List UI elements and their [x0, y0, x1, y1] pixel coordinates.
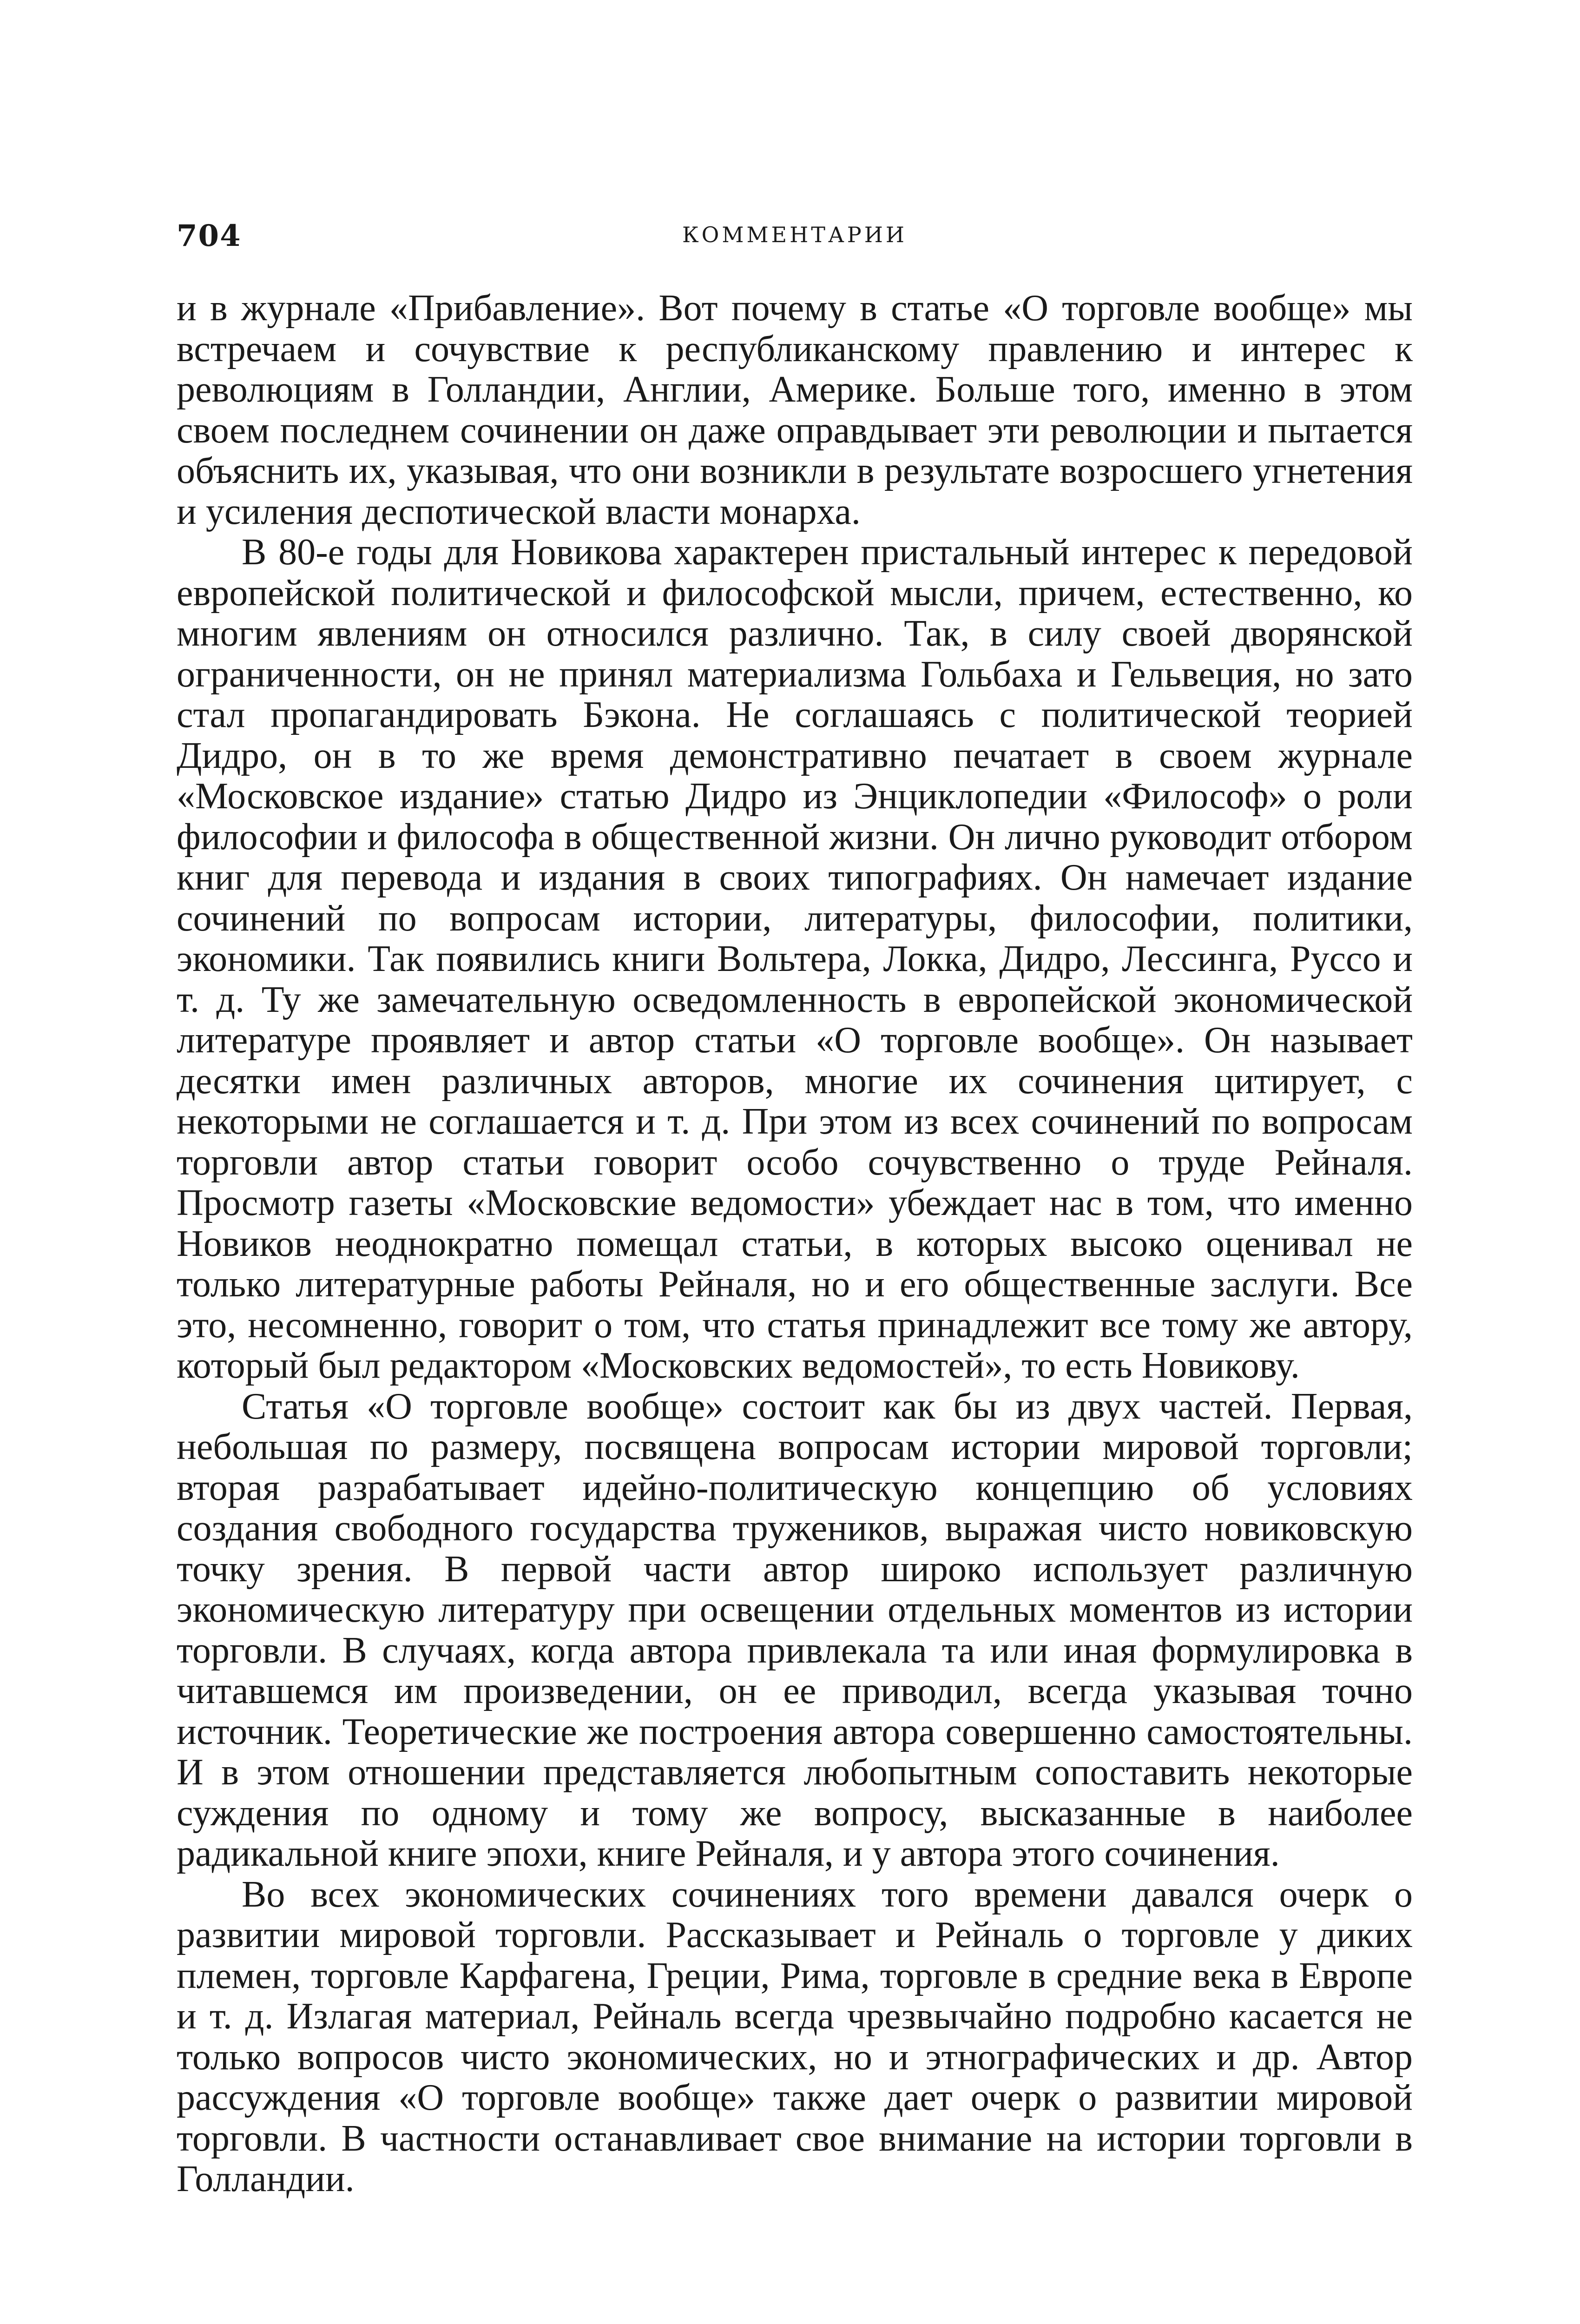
paragraph: Во всех экономических сочинениях того времени давался очерк о развитии мировой торговли. Рассказывает и Рейналь о торговле у диких племен, торговле Карфагена, Греции, Рима, торговле в средние века в Европе и т. д. Излагая материал, Рейналь всегда чрезвычайно подробно касается не только вопросов чисто экономических, но и этнографических и др. Автор рассуждения «О торговле вообще» также дает очерк о развитии мировой торговли. В частности останавливает свое внимание на истории торговли в Голландии. — [177, 1874, 1413, 2199]
section-title: КОММЕНТАРИИ — [682, 222, 907, 247]
page-number: 704 — [177, 218, 242, 253]
paragraph: В 80-е годы для Новикова характерен пристальный интерес к передовой европейской политической и философской мысли, причем, естественно, ко многим явлениям он относился различно. Так, в силу своей дворянской ограниченности, он не принял материализма Гольбаха и Гельвеция, но зато стал пропагандировать Бэкона. Не соглашаясь с политической теорией Дидро, он в то же время демонстративно печатает в своем журнале «Московское издание» статью Дидро из Энциклопедии «Философ» о роли философии и философа в общественной жизни. Он лично руководит отбором книг для перевода и издания в своих типографиях. Он намечает издание сочинений по вопросам истории, литературы, философии, политики, экономики. Так появились книги Вольтера, Локка, Дидро, Лессинга, Руссо и т. д. Ту же замечательную осведомленность в европейской экономической литературе проявляет и автор статьи «О торговле вообще». Он называет десятки имен различных авторов, многие их сочинения цитирует, с некоторыми не соглашается и т. д. При этом из всех сочинений по вопросам торговли автор статьи говорит особо сочувственно о труде Рейналя. Просмотр газеты «Московские ведомости» убеждает нас в том, что именно Новиков неоднократно помещал статьи, в которых высоко оценивал не только литературные работы Рейналя, но и его общественные заслуги. Все это, несомненно, говорит о том, что статья принадлежит все тому же автору, который был редактором «Московских ведомостей», то есть Новикову. — [177, 532, 1413, 1386]
paragraph: Статья «О торговле вообще» состоит как бы из двух частей. Первая, небольшая по размеру, посвящена вопросам истории мировой торговли; вторая разрабатывает идейно-политическую концепцию об условиях создания свободного государства тружеников, выражая чисто новиковскую точку зрения. В первой части автор широко использует различную экономическую литературу при освещении отдельных моментов из истории торговли. В случаях, когда автора привлекала та или иная формулировка в читавшемся им произведении, он ее приводил, всегда указывая точно источник. Теоретические же построения автора совершенно самостоятельны. И в этом отношении представляется любопытным сопоставить некоторые суждения по одному и тому же вопросу, высказанные в наиболее радикальной книге эпохи, книге Рейналя, и у автора этого сочинения. — [177, 1386, 1413, 1874]
text-body — [177, 288, 1413, 2240]
paragraph-continued: и в журнале «Прибавление». Вот почему в статье «О торговле вообще» мы встречаем и сочувствие к республиканскому правлению и интерес к революциям в Голландии, Англии, Америке. Больше того, именно в этом своем последнем сочинении он даже оправдывает эти революции и пытается объяснить их, указывая, что они возникли в результате возросшего угнетения и усиления деспотической власти монарха. — [177, 288, 1413, 532]
running-head — [177, 218, 1413, 256]
